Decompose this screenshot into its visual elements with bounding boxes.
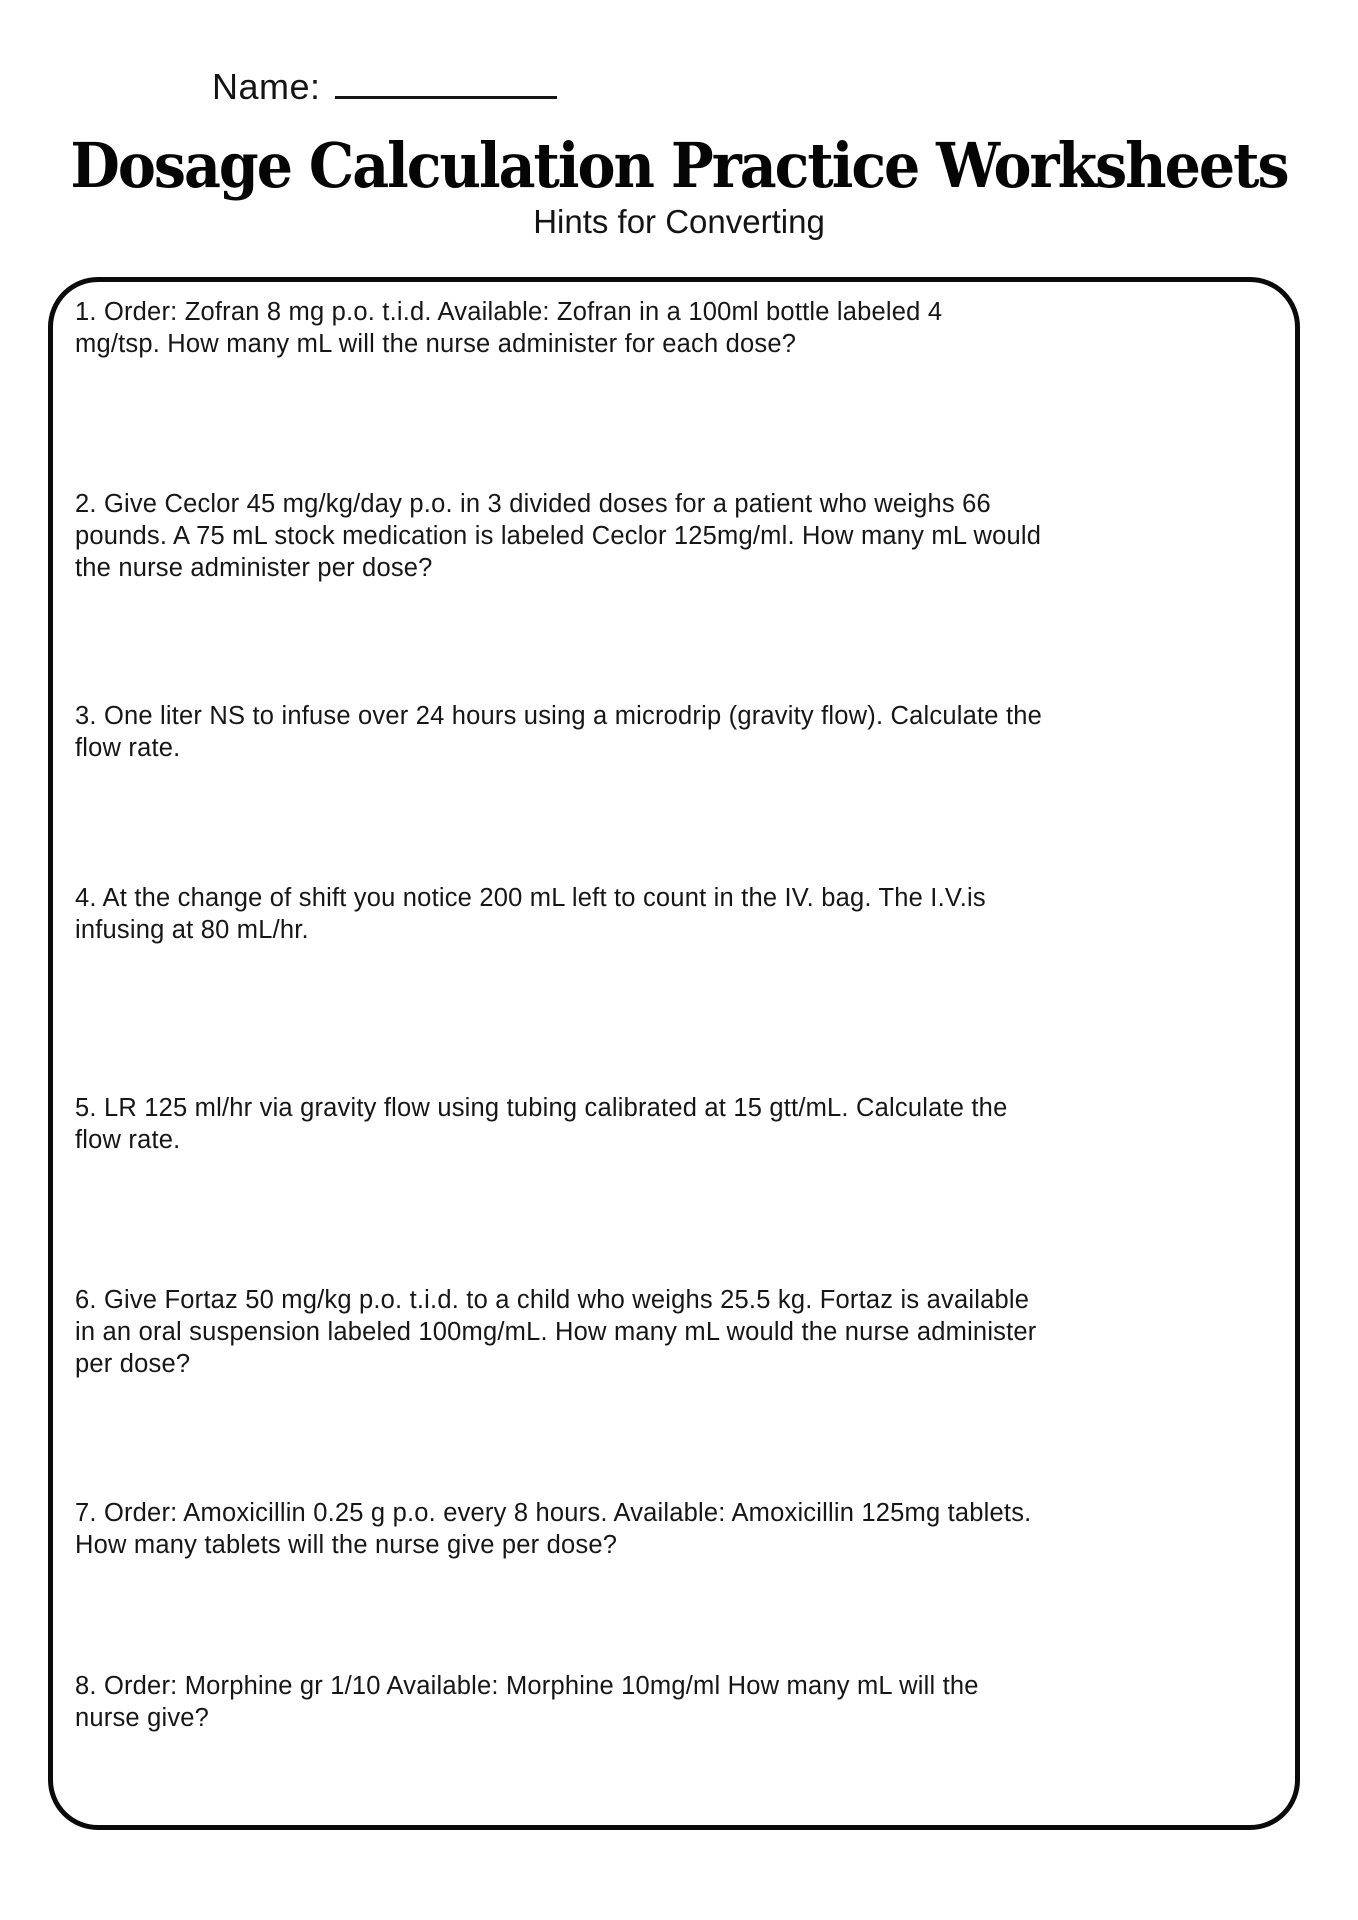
question-line: the nurse administer per dose?: [75, 554, 433, 582]
name-label: Name:: [212, 66, 321, 107]
name-blank-field[interactable]: [335, 62, 557, 99]
question-line: 2. Give Ceclor 45 mg/kg/day p.o. in 3 divided doses for a patient who weighs 66: [75, 490, 991, 518]
question-line: 1. Order: Zofran 8 mg p.o. t.i.d. Available: Zofran in a 100ml bottle labeled 4: [75, 298, 943, 326]
question-line: 6. Give Fortaz 50 mg/kg p.o. t.i.d. to a child who weighs 25.5 kg. Fortaz is available: [75, 1286, 1030, 1314]
question-4: [75, 882, 1115, 946]
question-8: [75, 1670, 1115, 1734]
question-5: [75, 1092, 1115, 1156]
question-line: infusing at 80 mL/hr.: [75, 916, 309, 944]
question-line: 3. One liter NS to infuse over 24 hours using a microdrip (gravity flow). Calculate the: [75, 702, 1042, 730]
question-6: [75, 1284, 1115, 1380]
question-7: [75, 1497, 1115, 1561]
question-line: flow rate.: [75, 734, 181, 762]
question-line: 7. Order: Amoxicillin 0.25 g p.o. every 8 hours. Available: Amoxicillin 125mg tablets.: [75, 1499, 1032, 1527]
question-line: 8. Order: Morphine gr 1/10 Available: Morphine 10mg/ml How many mL will the: [75, 1672, 979, 1700]
question-line: pounds. A 75 mL stock medication is labeled Ceclor 125mg/ml. How many mL would: [75, 522, 1042, 550]
question-line: in an oral suspension labeled 100mg/mL. How many mL would the nurse administer: [75, 1318, 1037, 1346]
question-line: per dose?: [75, 1350, 191, 1378]
question-line: flow rate.: [75, 1126, 181, 1154]
question-1: [75, 296, 1115, 360]
question-line: 4. At the change of shift you notice 200 mL left to count in the IV. bag. The I.V.is: [75, 884, 986, 912]
question-line: mg/tsp. How many mL will the nurse administer for each dose?: [75, 330, 797, 358]
page-subtitle: Hints for Converting: [533, 203, 825, 240]
question-line: How many tablets will the nurse give per dose?: [75, 1531, 618, 1559]
question-line: nurse give?: [75, 1704, 210, 1732]
question-line: 5. LR 125 ml/hr via gravity flow using tubing calibrated at 15 gtt/mL. Calculate the: [75, 1094, 1008, 1122]
name-field-row: [212, 62, 557, 108]
page-title: Dosage Calculation Practice Worksheets: [70, 130, 1288, 203]
question-2: [75, 488, 1115, 584]
question-3: [75, 700, 1115, 764]
